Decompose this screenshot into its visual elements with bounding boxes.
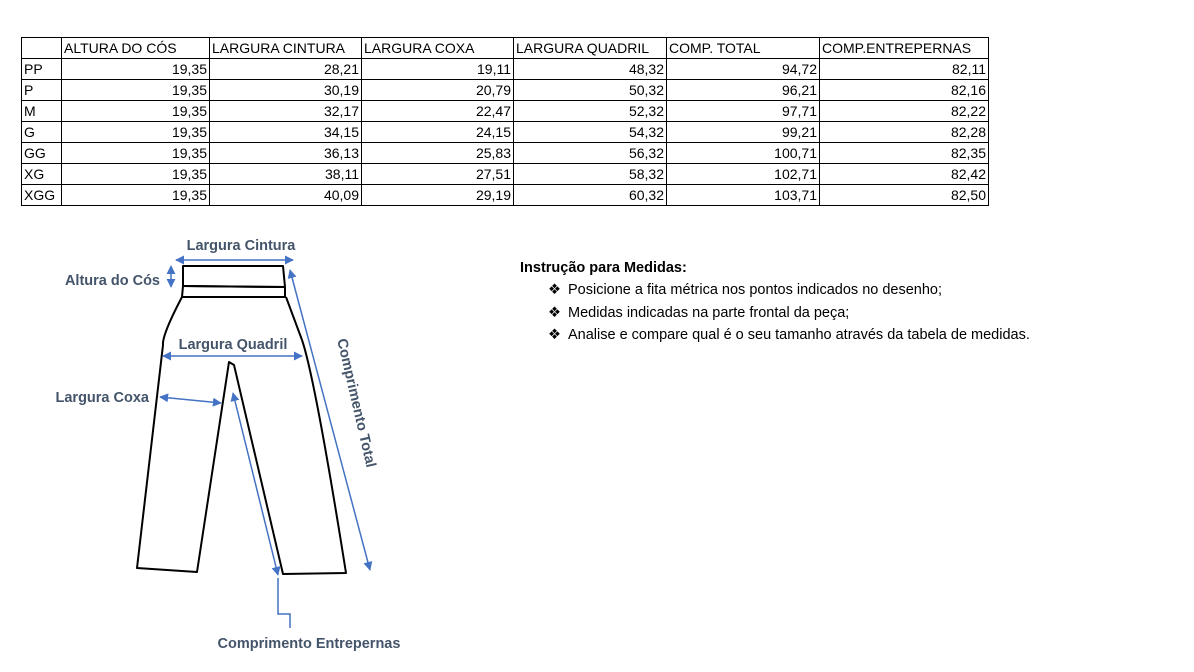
value-cell: 97,71 — [667, 101, 820, 122]
value-cell: 19,35 — [62, 59, 210, 80]
value-cell: 82,50 — [820, 185, 989, 206]
value-cell: 25,83 — [362, 143, 514, 164]
value-cell: 82,11 — [820, 59, 989, 80]
value-cell: 34,15 — [210, 122, 362, 143]
header-cell-comp-total: COMP. TOTAL — [667, 38, 820, 59]
value-cell: 24,15 — [362, 122, 514, 143]
label-hip: Largura Quadril — [178, 337, 288, 353]
inseam-leader-line — [278, 578, 290, 628]
diamond-bullet-icon: ❖ — [548, 282, 561, 298]
table-header-row — [22, 38, 989, 59]
value-cell: 50,32 — [514, 80, 667, 101]
label-inseam: Comprimento Entrepernas — [217, 636, 401, 652]
waistband — [183, 266, 285, 287]
table-row — [22, 185, 989, 206]
value-cell: 29,19 — [362, 185, 514, 206]
value-cell: 82,42 — [820, 164, 989, 185]
size-cell: P — [22, 80, 62, 101]
pants-outline — [137, 266, 346, 574]
label-rise: Altura do Cós — [64, 273, 160, 289]
value-cell: 30,19 — [210, 80, 362, 101]
value-cell: 36,13 — [210, 143, 362, 164]
value-cell: 100,71 — [667, 143, 820, 164]
value-cell: 58,32 — [514, 164, 667, 185]
diamond-bullet-icon: ❖ — [548, 327, 561, 343]
size-cell: G — [22, 122, 62, 143]
header-cell-size — [22, 38, 62, 59]
label-total-length: Comprimento Total — [333, 337, 379, 470]
value-cell: 22,47 — [362, 101, 514, 122]
value-cell: 94,72 — [667, 59, 820, 80]
header-cell-largura-coxa: LARGURA COXA — [362, 38, 514, 59]
value-cell: 48,32 — [514, 59, 667, 80]
value-cell: 20,79 — [362, 80, 514, 101]
value-cell: 96,21 — [667, 80, 820, 101]
header-cell-comp-entrepernas: COMP.ENTREPERNAS — [820, 38, 989, 59]
list-item — [548, 302, 1030, 325]
size-cell: M — [22, 101, 62, 122]
table-row — [22, 101, 989, 122]
size-table — [21, 37, 989, 206]
value-cell: 99,21 — [667, 122, 820, 143]
size-cell: XGG — [22, 185, 62, 206]
value-cell: 19,35 — [62, 143, 210, 164]
list-item — [548, 279, 1030, 302]
instructions-list — [520, 279, 1030, 347]
instructions-title: Instrução para Medidas: — [520, 260, 687, 276]
diamond-bullet-icon: ❖ — [548, 304, 561, 321]
thigh-arrow — [160, 397, 221, 403]
header-cell-altura-cos: ALTURA DO CÓS — [62, 38, 210, 59]
belt-line — [183, 286, 285, 287]
value-cell: 19,35 — [62, 122, 210, 143]
value-cell: 82,22 — [820, 101, 989, 122]
table-row — [22, 59, 989, 80]
value-cell: 60,32 — [514, 185, 667, 206]
label-thigh: Largura Coxa — [55, 390, 149, 406]
value-cell: 19,35 — [62, 101, 210, 122]
instruction-text: Posicione a fita métrica nos pontos indicados no desenho; — [568, 282, 943, 298]
value-cell: 82,35 — [820, 143, 989, 164]
instruction-text: Medidas indicadas na parte frontal da peça; — [568, 304, 850, 321]
value-cell: 102,71 — [667, 164, 820, 185]
value-cell: 32,17 — [210, 101, 362, 122]
header-cell-largura-cintura: LARGURA CINTURA — [210, 38, 362, 59]
measurement-instructions — [520, 260, 1030, 347]
value-cell: 19,35 — [62, 164, 210, 185]
size-cell: XG — [22, 164, 62, 185]
value-cell: 27,51 — [362, 164, 514, 185]
table-row — [22, 143, 989, 164]
value-cell: 82,28 — [820, 122, 989, 143]
value-cell: 103,71 — [667, 185, 820, 206]
value-cell: 40,09 — [210, 185, 362, 206]
value-cell: 54,32 — [514, 122, 667, 143]
size-cell: PP — [22, 59, 62, 80]
value-cell: 38,11 — [210, 164, 362, 185]
label-waist: Largura Cintura — [186, 238, 296, 254]
value-cell: 52,32 — [514, 101, 667, 122]
value-cell: 82,16 — [820, 80, 989, 101]
value-cell: 19,11 — [362, 59, 514, 80]
table-row — [22, 80, 989, 101]
value-cell: 19,35 — [62, 185, 210, 206]
value-cell: 28,21 — [210, 59, 362, 80]
inseam-arrow — [233, 393, 278, 575]
value-cell: 56,32 — [514, 143, 667, 164]
value-cell: 19,35 — [62, 80, 210, 101]
list-item — [548, 324, 1030, 347]
instruction-text: Analise e compare qual é o seu tamanho através da tabela de medidas. — [568, 327, 1030, 343]
table-row — [22, 122, 989, 143]
pants-diagram — [0, 220, 460, 660]
table-row — [22, 164, 989, 185]
header-cell-largura-quadril: LARGURA QUADRIL — [514, 38, 667, 59]
size-cell: GG — [22, 143, 62, 164]
